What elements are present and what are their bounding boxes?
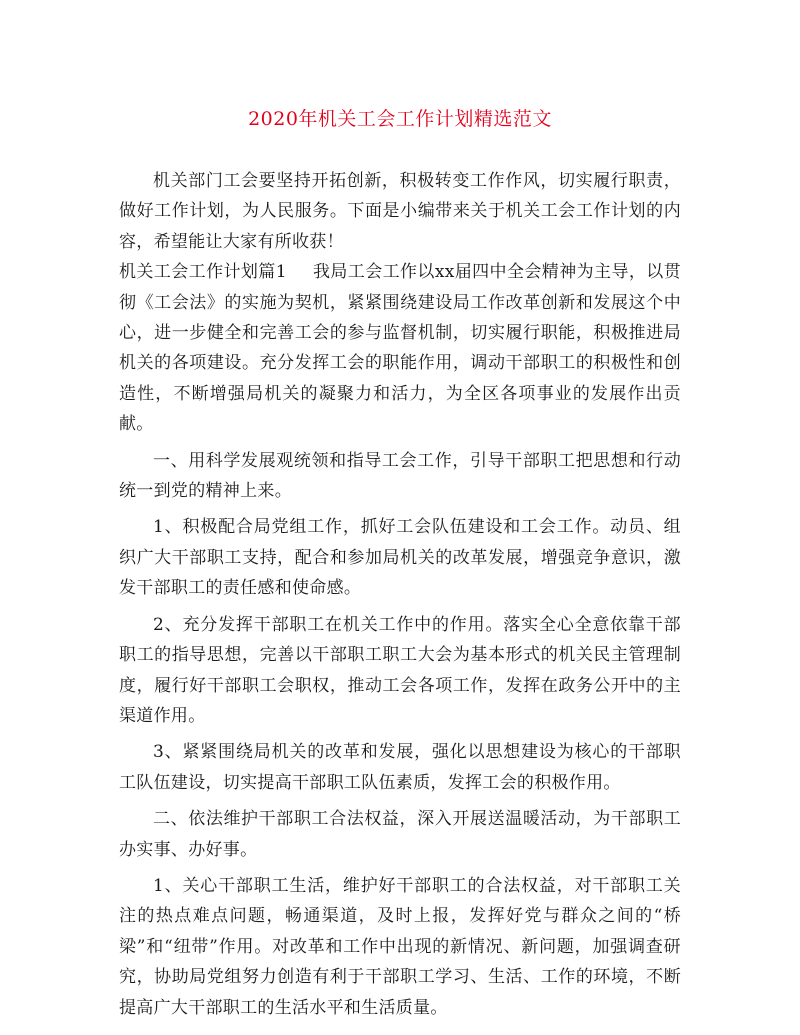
section-paragraph [119, 257, 681, 439]
item-two-one: 1、关心干部职工生活，维护好干部职工的合法权益，对干部职工关注的热点难点问题，畅通渠道，及时上报，发挥好党与群众之间的“桥梁”和“纽带”作用。对改革和工作中出现的新情况、新问题，加强调查研究，协助局党组努力创造有利于干部职工学习、生活、工作的环境，不断提高广大干部职工的生活水平和生活质量。 [119, 875, 681, 1018]
document-body [119, 166, 681, 1023]
item-one-one: 1、积极配合局党组工作，抓好工会队伍建设和工会工作。动员、组织广大干部职工支持，配合和参加局机关的改革发展，增强竞争意识，激发干部职工的责任感和使命感。 [119, 517, 681, 599]
item-one-three: 3、紧紧围绕局机关的改革和发展，强化以思想建设为核心的干部职工队伍建设，切实提高干部职工队伍素质，发挥工会的积极作用。 [119, 742, 681, 793]
heading-two: 二、依法维护干部职工合法权益，深入开展送温暖活动，为干部职工办实事、办好事。 [119, 809, 681, 860]
heading-one: 一、用科学发展观统领和指导工会工作，引导干部职工把思想和行动统一到党的精神上来。 [119, 450, 681, 502]
document-title: 2020年机关工会工作计划精选范文 [248, 108, 552, 130]
section-intro-text: 我局工会工作以xx届四中全会精神为主导，以贯彻《工会法》的实施为契机，紧紧围绕建设局工作改革创新和发展这个中心，进一步健全和完善工会的参与监督机制，切实履行职能，积极推进局机关的各项建设。充分发挥工会的职能作用，调动干部职工的积极性和创造性，不断增强局机关的凝聚力和活力，为全区各项事业的发展作出贡献。 [119, 262, 681, 435]
item-one-two: 2、充分发挥干部职工在机关工作中的作用。落实全心全意依靠干部职工的指导思想，完善以干部职工职工大会为基本形式的机关民主管理制度，履行好干部职工会职权，推动工会各项工作，发挥在政务公开中的主渠道作用。 [119, 614, 681, 726]
section-label: 机关工会工作计划篇1 [119, 262, 287, 283]
intro-paragraph: 机关部门工会要坚持开拓创新，积极转变工作作风，切实履行职责，做好工作计划，为人民服务。下面是小编带来关于机关工会工作计划的内容，希望能让大家有所收获！ [119, 171, 681, 252]
